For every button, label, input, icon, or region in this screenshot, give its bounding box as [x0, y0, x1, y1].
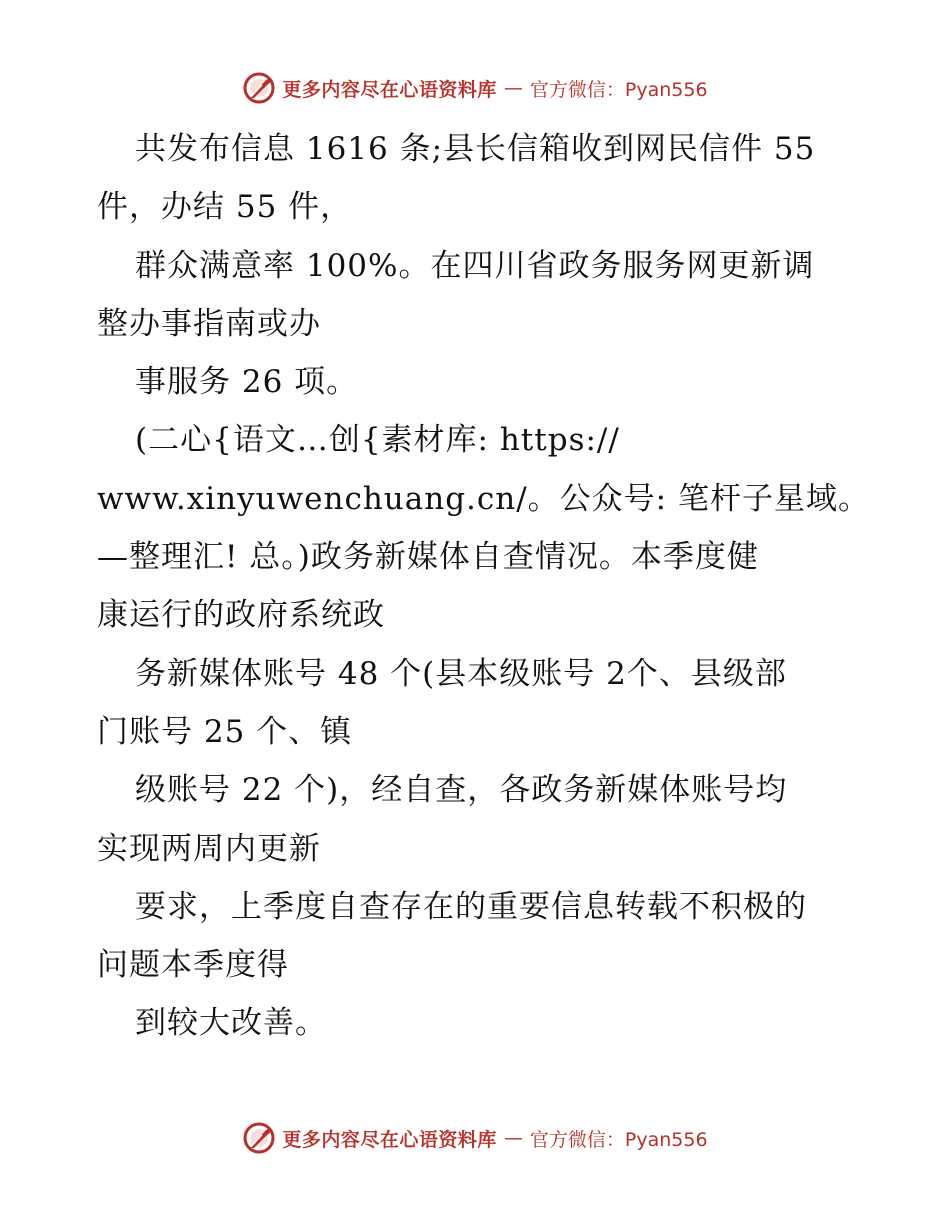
- text-line: 到较大改善。: [135, 1005, 327, 1042]
- footer-banner: [0, 1118, 950, 1158]
- text-line: (二心{语文…创{素材库: https://: [135, 422, 620, 459]
- text-line: 共发布信息 1616 条;县长信箱收到网民信件 55: [135, 131, 816, 167]
- text-line: www.xinyuwenchuang.cn/。公众号: 笔杆子星域。: [97, 480, 870, 517]
- text-line: 实现两周内更新: [97, 830, 321, 867]
- text-line: 务新媒体账号 48 个(县本级账号 2个、县级部: [135, 655, 787, 692]
- text-line: 件，办结 55 件，: [97, 189, 353, 226]
- footer-contact-text: 官方微信：Pyan556: [529, 1128, 708, 1151]
- text-line: 要求，上季度自查存在的重要信息转载不积极的: [135, 888, 807, 925]
- text-line: 级账号 22 个)，经自查，各政务新媒体账号均: [135, 772, 788, 809]
- text-line: 事服务 26 项。: [135, 364, 359, 401]
- header-promo-text: 更多内容尽在心语资料库: [282, 78, 497, 101]
- header-contact-text: 官方微信：Pyan556: [529, 78, 708, 101]
- text-line: 康运行的政府系统政: [97, 597, 385, 634]
- header-banner: [0, 68, 950, 108]
- footer-separator: —: [503, 1127, 523, 1149]
- text-line: 整办事指南或办: [97, 305, 321, 342]
- text-line: —整理汇! 总。)政务新媒体自查情况。本季度健: [97, 539, 759, 576]
- header-separator: —: [503, 77, 523, 99]
- feather-circle-logo-icon: [242, 71, 276, 105]
- text-line: 门账号 25 个、镇: [97, 713, 353, 750]
- feather-circle-logo-icon: [242, 1121, 276, 1155]
- document-body: [97, 120, 870, 1053]
- footer-promo-text: 更多内容尽在心语资料库: [282, 1128, 497, 1151]
- text-line: 群众满意率 100%。在四川省政务服务网更新调: [135, 247, 815, 284]
- text-line: 问题本季度得: [97, 947, 289, 984]
